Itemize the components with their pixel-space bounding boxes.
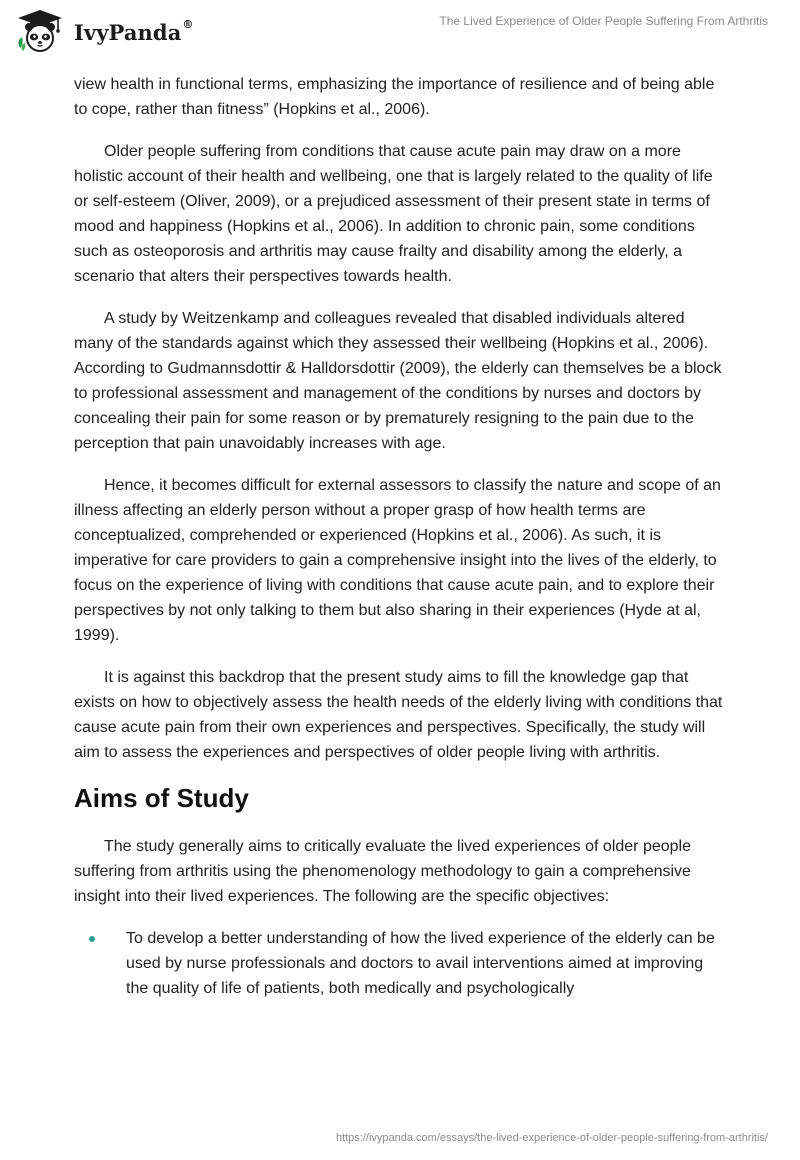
objectives-list	[74, 926, 726, 1001]
section-heading-aims: Aims of Study	[74, 783, 249, 813]
panda-graduate-icon	[14, 8, 66, 54]
paragraph: A study by Weitzenkamp and colleagues revealed that disabled individuals altered many of the standards against which they assessed their wellbeing (Hopkins et al., 2006). According to Gudmannsdottir & Halldorsdottir (2009), the elderly can themselves be a block to professional assessment and management of the conditions by nurses and doctors by concealing their pain for some reason or by prematurely resigning to the pain due to the perception that pain unavoidably increases with age.	[74, 310, 722, 452]
bullet-icon	[89, 936, 95, 942]
list-item	[74, 926, 726, 1001]
list-item-text: To develop a better understanding of how the lived experience of the elderly can be used by nurse professionals and doctors to avail interventions aimed at improving the quality of life of patients, both medically and psychologically	[126, 930, 715, 997]
paragraph-continued: view health in functional terms, emphasizing the importance of resilience and of being able to cope, rather than fitness” (Hopkins et al., 2006).	[74, 76, 715, 118]
essay-content	[74, 72, 726, 1001]
source-url-link[interactable]: https://ivypanda.com/essays/the-lived-experience-of-older-people-suffering-from-arthritis/	[335, 1132, 768, 1144]
brand-name-text: IvyPanda	[74, 19, 182, 45]
paragraph: It is against this backdrop that the present study aims to fill the knowledge gap that exists on how to objectively assess the health needs of the elderly living with conditions that cause acute pain from their own experiences and perspectives. Specifically, the study will aim to assess the experiences and perspectives of older people living with arthritis.	[74, 669, 723, 761]
ivypanda-logo[interactable]	[14, 8, 194, 54]
paragraph: Older people suffering from conditions that cause acute pain may draw on a more holistic account of their health and wellbeing, one that is largely related to the quality of life or self-esteem (Oliver, 2009), or a prejudiced assessment of their present state in terms of mood and happiness (Hopkins et al., 2006). In addition to chronic pain, some conditions such as osteoporosis and arthritis may cause frailty and disability among the elderly, a scenario that alters their perspectives towards health.	[74, 143, 713, 285]
paragraph: Hence, it becomes difficult for external assessors to classify the nature and scope of an illness affecting an elderly person without a proper grasp of how health terms are conceptualized, comprehended or experienced (Hopkins et al., 2006). As such, it is imperative for care providers to gain a comprehensive insight into the lives of the elderly, to focus on the experience of living with conditions that cause acute pain, and to explore their perspectives by not only talking to them but also sharing in their experiences (Hyde at al, 1999).	[74, 477, 721, 644]
page-header	[0, 0, 800, 62]
registered-mark: ®	[182, 17, 194, 31]
brand-name	[74, 17, 194, 45]
document-title: The Lived Experience of Older People Suffering From Arthritis	[439, 14, 768, 28]
aims-paragraph: The study generally aims to critically evaluate the lived experiences of older people suffering from arthritis using the phenomenology methodology to gain a comprehensive insight into their lived experiences. The following are the specific objectives:	[74, 838, 691, 905]
